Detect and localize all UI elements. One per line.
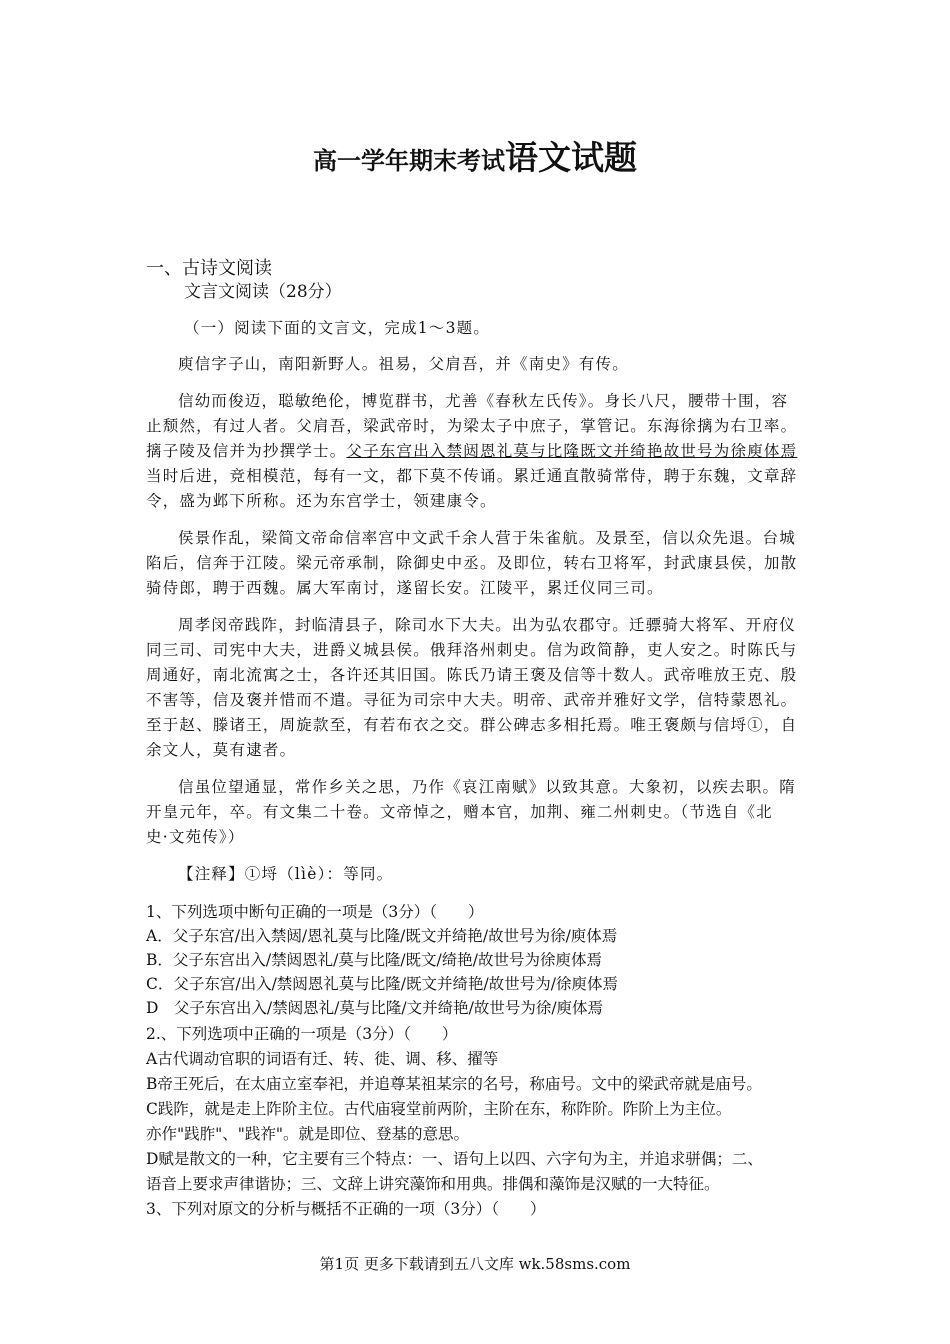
question-2-stem: 2.、下列选项中正确的一项是（3分）（ ） [146, 1025, 458, 1043]
passage-line [146, 439, 797, 461]
passage-line: 止颓然，有过人者。父肩吾，梁武帝时，为梁太子中庶子，掌管记。东海徐摛为右卫率。 [146, 417, 798, 435]
passage-line: 周孝闵帝践阼，封临清县子，除司水下大夫。出为弘农郡守。迁骠骑大将军、开府仪 [178, 616, 796, 634]
question-3-stem: 3、下列对原文的分析与概括不正确的一项（3分）（ ） [146, 1200, 546, 1218]
title-part1: 高一学年期末考试 [313, 146, 505, 175]
question-1-option-c: C．父子东宫/出入/禁闼恩礼莫与比隆/既文并绮艳/故世号为/徐庾体焉 [146, 975, 618, 993]
passage-line: 庾信字子山，南阳新野人。祖易，父肩吾，并《南史》有传。 [178, 355, 629, 373]
question-2-option-d-cont: 语音上要求声律谐协；三、文辞上讲究藻饰和用典。排偶和藻饰是汉赋的一大特征。 [146, 1175, 720, 1193]
passage-line: 史·文苑传》） [146, 828, 245, 846]
passage-line: 开皇元年，卒。有文集二十卷。文帝悼之，赠本官，加荆、雍二州刺史。（节选自《北 [146, 803, 773, 821]
question-1-option-a: A．父子东宫/出入禁闼/恩礼莫与比隆/既文并绮艳/故世号为徐/庾体焉 [146, 927, 618, 945]
passage-line: 信虽位望通显，常作乡关之思，乃作《哀江南赋》以致其意。大象初，以疾去职。隋 [178, 778, 796, 796]
passage-text: 摛子陵及信并为抄撰学士。 [146, 442, 347, 460]
question-2-option-a: A古代调动官职的词语有迁、转、徙、调、移、擢等 [146, 1050, 499, 1068]
passage-line: 周通好，南北流寓之士，各许还其旧国。陈氏乃请王褒及信等十数人。武帝唯放王克、殷 [146, 666, 798, 684]
passage-line: 同三司、司宪中大夫，进爵义城县侯。俄拜洛州刺史。信为政简静，吏人安之。时陈氏与 [146, 641, 798, 659]
question-1-option-d: D 父子东宫出入/禁闼恩礼/莫与比隆/文并绮艳/故世号为徐/庾体焉 [146, 999, 604, 1017]
annotation-note: 【注释】①埒（lìè）：等同。 [178, 865, 394, 883]
passage-line: 令，盛为邺下所称。还为东宫学士，领建康令。 [146, 492, 497, 510]
passage-line: 骑侍郎，聘于西魏。属大军南讨，遂留长安。江陵平，累迁仪同三司。 [146, 579, 664, 597]
question-2-option-b: B帝王死后，在太庙立室奉祀，并追尊某祖某宗的名号，称庙号。文中的梁武帝就是庙号。 [146, 1075, 762, 1093]
underlined-sentence: 父子东宫出入禁闼恩礼莫与比隆既文并绮艳故世号为徐庾体焉 [346, 442, 798, 460]
passage-line: 余文人，莫有逮者。 [146, 741, 297, 759]
question-1-option-b: B．父子东宫出入/禁闼恩礼/莫与比隆/既文/绮艳/故世号为徐庾体焉 [146, 951, 603, 969]
section-heading: 一、古诗文阅读 [146, 258, 272, 279]
question-1-stem: 1、下列选项中断句正确的一项是（3分）（ ） [146, 903, 484, 921]
passage-line: 陷后，信奔于江陵。梁元帝承制，除御史中丞。及即位，转右卫将军，封武康县侯，加散 [146, 554, 798, 572]
passage-line: 不害等，信及褒并惜而不遣。寻征为司宗中大夫。明帝、武帝并雅好文学，信特蒙恩礼。 [146, 691, 798, 709]
instruction: （一）阅读下面的文言文，完成1～3题。 [184, 319, 491, 337]
title-part2: 语文试题 [505, 138, 637, 177]
question-2-option-c: C践阼，就是走上阼阶主位。古代庙寝堂前两阶，主阶在东，称阼阶。阼阶上为主位。 [146, 1100, 732, 1118]
passage-line: 当时后进，竞相模范，每有一文，都下莫不传诵。累迁通直散骑常侍，聘于东魏，文章辞 [146, 467, 798, 485]
question-2-option-d: D赋是散文的一种，它主要有三个特点：一、语句上以四、六字句为主，并追求骈偶；二、 [146, 1150, 763, 1168]
passage-line: 至于赵、滕诸王，周旋款至，有若布衣之交。群公碑志多相托焉。唯王褒颇与信埒①，自 [146, 716, 798, 734]
passage-line: 侯景作乱，梁简文帝命信率宫中文武千余人营于朱雀航。及景至，信以众先退。台城 [178, 529, 796, 547]
section-subheading: 文言文阅读（28分） [184, 282, 342, 302]
passage-line: 信幼而俊迈，聪敏绝伦，博览群书，尤善《春秋左氏传》。身长八尺，腰带十围，容 [178, 392, 789, 410]
question-2-option-c-cont: 亦作"践胙"、"践祚"。就是即位、登基的意思。 [146, 1125, 470, 1143]
page-title [0, 132, 950, 179]
page-footer: 第1页 更多下载请到五八文库 wk.58sms.com [319, 1255, 631, 1273]
